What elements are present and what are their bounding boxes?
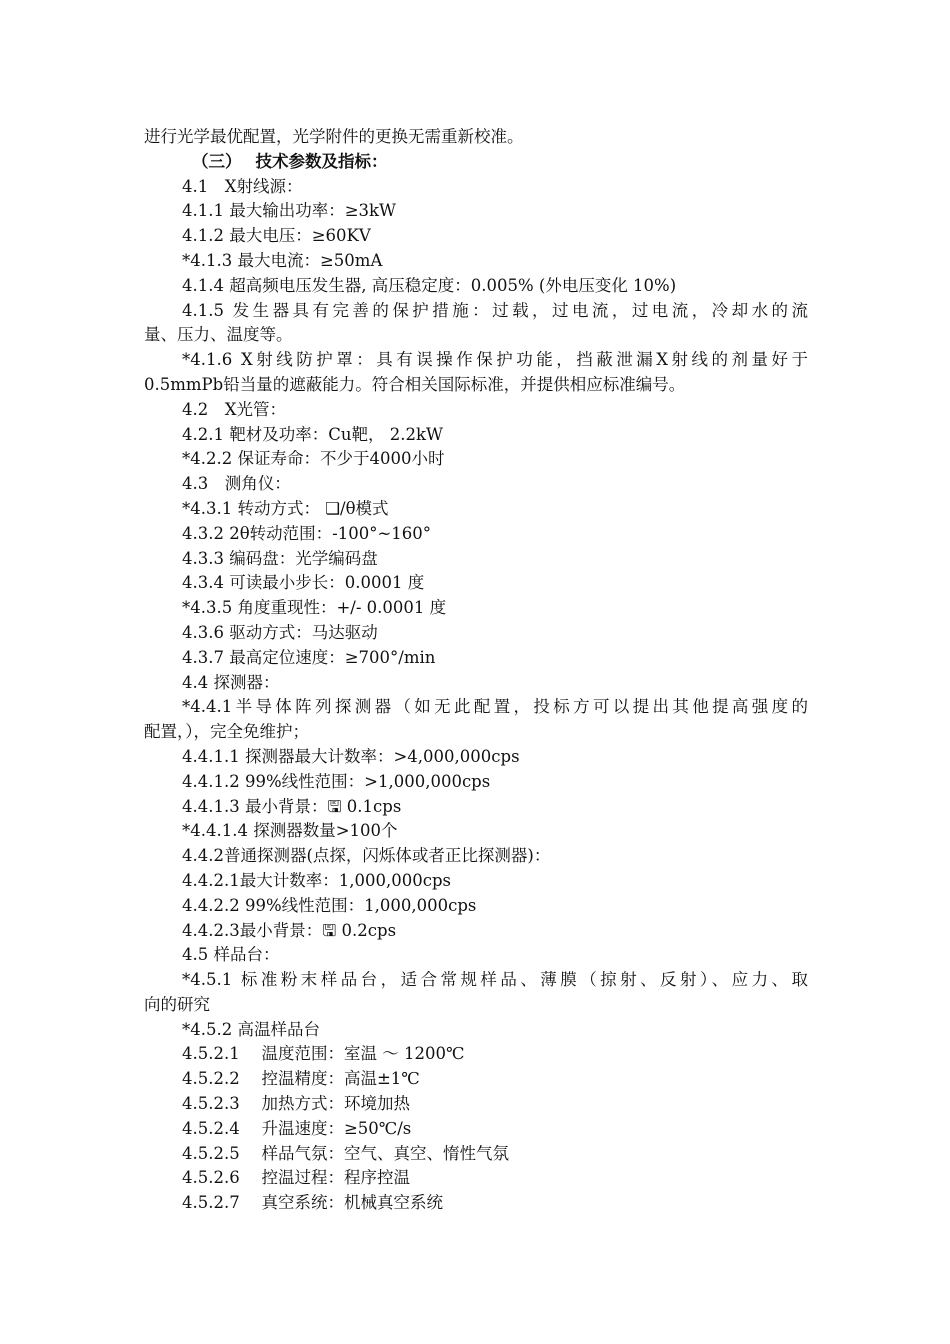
text-line: *4.1.6 X射线防护罩：具有误操作保护功能，挡蔽泄漏X射线的剂量好于 bbox=[182, 350, 808, 370]
text-line: 4.5.2.7 真空系统：机械真空系统 bbox=[182, 1193, 443, 1213]
text-line: 4.1 X射线源： bbox=[182, 176, 303, 196]
text-line: 4.3.7 最高定位速度：≥700°/min bbox=[182, 647, 436, 667]
text-line: 4.4.2.3最小背景：🖫 0.2cps bbox=[182, 920, 397, 940]
text-line: 4.5.2.3 加热方式：环境加热 bbox=[182, 1094, 410, 1114]
text-line: 0.5mmPb铅当量的遮蔽能力。符合相关国际标准，并提供相应标准编号。 bbox=[144, 374, 686, 394]
text-line: 4.4.1.1 探测器最大计数率：>4,000,000cps bbox=[182, 746, 520, 766]
text-line: *4.1.3 最大电流：≥50mA bbox=[182, 250, 383, 270]
text-line: 向的研究 bbox=[144, 994, 210, 1014]
text-line: 4.3.3 编码盘：光学编码盘 bbox=[182, 548, 378, 568]
text-line: 4.5.2.1 温度范围：室温 ～ 1200℃ bbox=[182, 1044, 465, 1064]
text-line: *4.4.1.4 探测器数量>100个 bbox=[182, 821, 398, 841]
text-line: 4.3.2 2θ转动范围：-100°~160° bbox=[182, 523, 432, 543]
section-heading: （三） 技术参数及指标： bbox=[192, 151, 388, 171]
document-body bbox=[144, 125, 808, 1216]
text-line: 4.2 X光管： bbox=[182, 399, 286, 419]
text-line: 4.3.4 可读最小步长：0.0001 度 bbox=[182, 573, 425, 593]
text-line: 4.5.2.5 样品气氛：空气、真空、惰性气氛 bbox=[182, 1143, 509, 1163]
text-line: 配置，），完全免维护； bbox=[144, 722, 309, 742]
text-line: 4.1.4 超高频电压发生器, 高压稳定度：0.005% (外电压变化 10%) bbox=[182, 275, 677, 295]
text-line: *4.3.5 角度重现性：+/- 0.0001 度 bbox=[182, 598, 447, 618]
text-line: 4.1.5 发生器具有完善的保护措施：过载，过电流，过电流，冷却水的流 bbox=[182, 300, 808, 320]
text-line: 4.5.2.6 控温过程：程序控温 bbox=[182, 1168, 410, 1188]
text-line: 4.4.1.3 最小背景：🖫 0.1cps bbox=[182, 796, 402, 816]
text-line: 4.5.2.4 升温速度：≥50℃/s bbox=[182, 1118, 412, 1138]
text-line: 4.3 测角仪： bbox=[182, 474, 291, 494]
text-line: 进行光学最优配置，光学附件的更换无需重新校准。 bbox=[144, 127, 524, 146]
text-line: 4.4.1.2 99%线性范围：>1,000,000cps bbox=[182, 771, 491, 791]
text-line: 4.5 样品台： bbox=[182, 945, 280, 965]
text-line: 量、压力、温度等。 bbox=[144, 325, 293, 345]
text-line: 4.1.1 最大输出功率：≥3kW bbox=[182, 201, 397, 221]
text-line: 4.2.1 靶材及功率：Cu靶， 2.2kW bbox=[182, 424, 443, 444]
text-line: *4.3.1 转动方式： ❏/θ模式 bbox=[182, 498, 389, 518]
text-line: *4.5.1 标准粉末样品台，适合常规样品、薄膜（掠射、反射）、应力、取 bbox=[182, 970, 808, 990]
text-line: 4.1.2 最大电压：≥60KV bbox=[182, 226, 371, 246]
text-line: 4.4 探测器： bbox=[182, 672, 280, 692]
text-line: *4.4.1半导体阵列探测器（如无此配置，投标方可以提出其他提高强度的 bbox=[182, 697, 808, 717]
text-line: *4.5.2 高温样品台 bbox=[182, 1019, 320, 1039]
text-line: 4.4.2.1最大计数率：1,000,000cps bbox=[182, 870, 451, 890]
text-line: 4.3.6 驱动方式：马达驱动 bbox=[182, 622, 378, 642]
text-line: 4.5.2.2 控温精度：高温±1℃ bbox=[182, 1069, 420, 1089]
text-line: 4.4.2.2 99%线性范围：1,000,000cps bbox=[182, 895, 477, 915]
text-line: 4.4.2普通探测器(点探，闪烁体或者正比探测器)： bbox=[182, 846, 551, 866]
text-line: *4.2.2 保证寿命：不少于4000小时 bbox=[182, 449, 445, 469]
